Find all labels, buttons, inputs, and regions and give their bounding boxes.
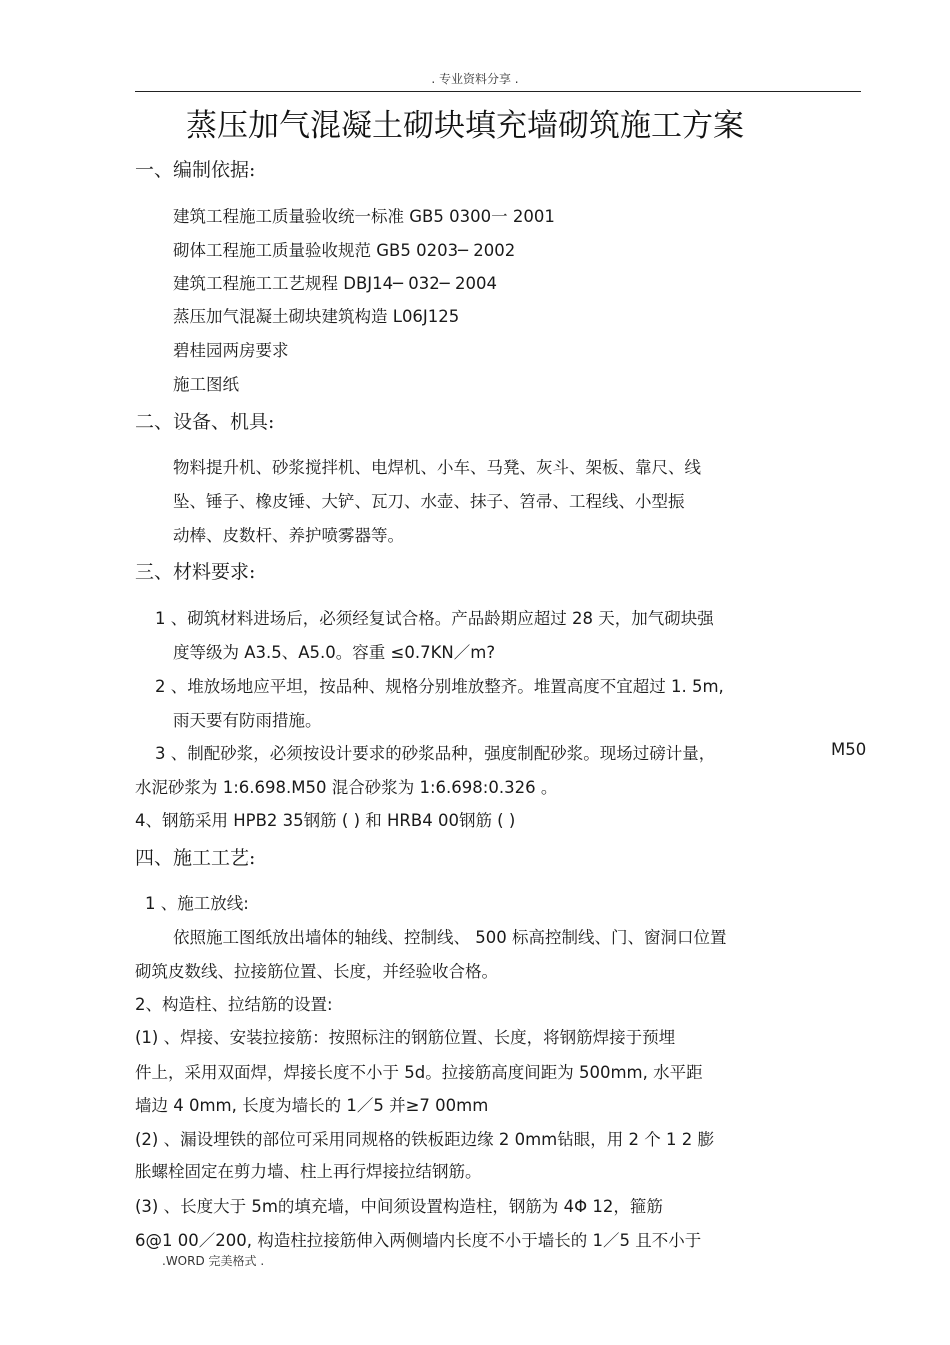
text-line: 水泥砂浆为 1:6.698.M50 混合砂浆为 1:6.698:0.326 。 — [135, 778, 558, 797]
text-line: 坠、锤子、橡皮锤、大铲、瓦刀、水壶、抹子、笤帚、工程线、小型振 — [173, 492, 685, 511]
section-heading: 二、设备、机具: — [135, 411, 275, 433]
section-heading: 一、编制依据: — [135, 159, 256, 181]
text-line: 施工图纸 — [173, 375, 239, 394]
section-heading: 四、施工工艺: — [135, 847, 256, 869]
text-line: 墙边 4 0mm, 长度为墙长的 1／5 并≥7 00mm — [135, 1096, 489, 1115]
page-footer: .WORD 完美格式 . — [162, 1254, 265, 1268]
text-line: 2 、堆放场地应平坦，按品种、规格分别堆放整齐。堆置高度不宜超过 1. 5m, — [155, 677, 724, 696]
text-line: (1) 、焊接、安装拉接筋：按照标注的钢筋位置、长度，将钢筋焊接于预埋 — [135, 1028, 676, 1047]
text-line: 2、构造柱、拉结筋的设置: — [135, 995, 333, 1014]
text-line: 件上，采用双面焊，焊接长度不小于 5d。拉接筋高度间距为 500mm, 水平距 — [135, 1063, 703, 1082]
text-line: 蒸压加气混凝土砌块建筑构造 L06J125 — [173, 307, 460, 326]
header-rule — [135, 91, 861, 92]
text-line: 胀螺栓固定在剪力墙、柱上再行焊接拉结钢筋。 — [135, 1162, 482, 1181]
text-line: 1 、施工放线: — [145, 894, 249, 913]
page-header: . 专业资料分享 . — [431, 72, 519, 86]
text-line: 4、钢筋采用 HPB2 35钢筋 ( ) 和 HRB4 00钢筋 ( ) — [135, 811, 516, 830]
text-line: 雨天要有防雨措施。 — [173, 711, 322, 730]
text-line: 动棒、皮数杆、养护喷雾器等。 — [173, 526, 404, 545]
text-line: 6@1 00／200, 构造柱拉接筋伸入两侧墙内长度不小于墙长的 1／5 且不小于 — [135, 1231, 702, 1250]
text-line: 3 、制配砂浆，必须按设计要求的砂浆品种，强度制配砂浆。现场过磅计量， — [155, 744, 716, 763]
text-line: 砌筑皮数线、拉接筋位置、长度，并经验收合格。 — [135, 962, 498, 981]
text-line: 碧桂园两房要求 — [173, 341, 289, 360]
text-line: 建筑工程施工质量验收统一标准 GB5 0300一 2001 — [173, 207, 555, 226]
text-line: (2) 、漏设埋铁的部位可采用同规格的铁板距边缘 2 0mm钻眼，用 2 个 1 2 膨 — [135, 1130, 714, 1149]
text-line: 度等级为 A3.5、A5.0。容重 ≤0.7KN／m? — [173, 643, 496, 662]
text-line: 物料提升机、砂浆搅拌机、电焊机、小车、马凳、灰斗、架板、靠尺、线 — [173, 458, 701, 477]
text-line: (3) 、长度大于 5m的填充墙，中间须设置构造柱，钢筋为 4Φ 12，箍筋 — [135, 1197, 663, 1216]
section-heading: 三、材料要求: — [135, 561, 256, 583]
text-line: 建筑工程施工工艺规程 DBJ14─ 032─ 2004 — [173, 274, 497, 293]
text-line: M50 — [831, 740, 867, 759]
text-line: 砌体工程施工质量验收规范 GB5 0203─ 2002 — [173, 241, 516, 260]
text-line: 依照施工图纸放出墙体的轴线、控制线、 500 标高控制线、门、窗洞口位置 — [173, 928, 727, 947]
text-line: 1 、砌筑材料进场后，必须经复试合格。产品龄期应超过 28 天，加气砌块强 — [155, 609, 714, 628]
document-title: 蒸压加气混凝土砌块填充墙砌筑施工方案 — [186, 108, 744, 144]
